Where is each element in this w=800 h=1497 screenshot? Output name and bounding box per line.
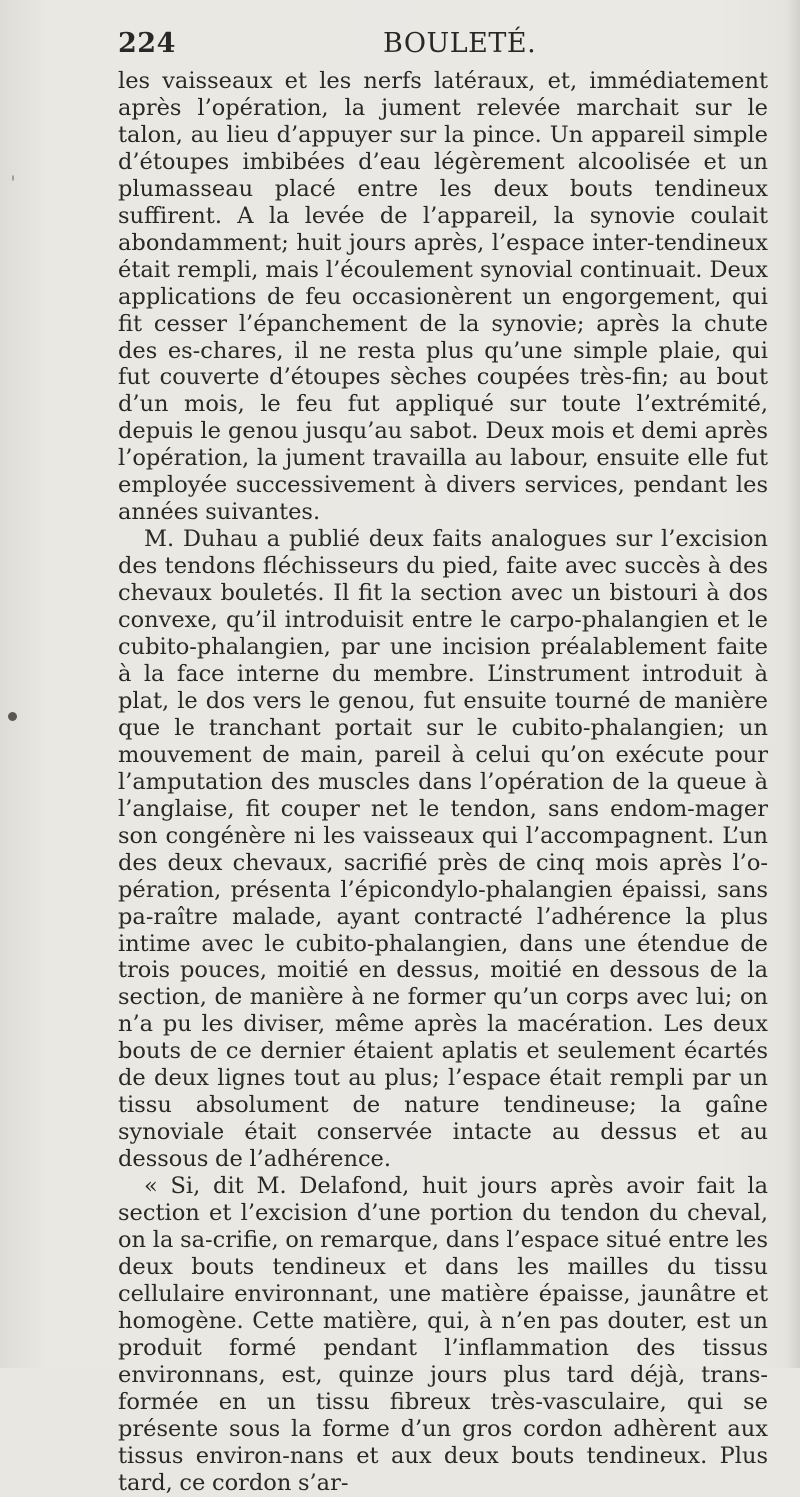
- running-head: [118, 28, 768, 62]
- paragraph-delafond: « Si, dit M. Delafond, huit jours après avoir fait la section et l’excision d’une portion du tendon du cheval, on la sa-crifie, on remarque, dans l’espace situé entre les deux bouts tendineux et dans les mailles du tissu cellulaire environnant, une matière épaisse, jaunâtre et homogène. Cette matière, qui, à n’en pas douter, est un produit formé pendant l’inflammation des tissus environnans, est, quinze jours plus tard déjà, trans-formée en un tissu fibreux très-vasculaire, qui se présente sous la forme d’un gros cordon adhèrent aux tissus environ-nans et aux deux bouts tendineux. Plus tard, ce cordon s’ar-: [118, 1173, 768, 1496]
- paragraph-continuation: les vaisseaux et les nerfs latéraux, et, immédiatement après l’opération, la jument relevée marchait sur le talon, au lieu d’appuyer sur la pince. Un appareil simple d’étoupes imbibées d’eau légèrement alcoolisée et un plumasseau placé entre les deux bouts tendineux suffirent. A la levée de l’appareil, la synovie coulait abondamment; huit jours après, l’espace inter-tendineux était rempli, mais l’écoulement synovial continuait. Deux applications de feu occasionèrent un engorgement, qui fit cesser l’épanchement de la synovie; après la chute des es-chares, il ne resta plus qu’une simple plaie, qui fut couverte d’étoupes sèches coupées très-fin; au bout d’un mois, le feu fut appliqué sur toute l’extrémité, depuis le genou jusqu’au sabot. Deux mois et demi après l’opération, la jument travailla au labour, ensuite elle fut employée successivement à divers services, pendant les années suivantes.: [118, 68, 768, 526]
- ink-speck: [8, 712, 17, 721]
- running-title: BOULETÉ.: [383, 28, 537, 59]
- paragraph-duhau: M. Duhau a publié deux faits analogues sur l’excision des tendons fléchisseurs du pied, faite avec succès à des chevaux bouletés. Il fit la section avec un bistouri à dos convexe, qu’il introduisit entre le carpo-phalangien et le cubito-phalangien, par une incision préalablement faite à la face interne du membre. L’instrument introduit à plat, le dos vers le genou, fut ensuite tourné de manière que le tranchant portait sur le cubito-phalangien; un mouvement de main, pareil à celui qu’on exécute pour l’amputation des muscles dans l’opération de la queue à l’anglaise, fit couper net le tendon, sans endom-mager son congénère ni les vaisseaux qui l’accompagnent. L’un des deux chevaux, sacrifié près de cinq mois après l’o-pération, présenta l’épicondylo-phalangien épaissi, sans pa-raître malade, ayant contracté l’adhérence la plus intime avec le cubito-phalangien, dans une étendue de trois pouces, moitié en dessus, moitié en dessous de la section, de manière à ne former qu’un corps avec lui; on n’a pu les diviser, même après la macération. Les deux bouts de ce dernier étaient aplatis et seulement écartés de deux lignes tout au plus; l’espace était rempli par un tissu absolument de nature tendineuse; la gaîne synoviale était conservée intacte au dessus et au dessous de l’adhérence.: [118, 526, 768, 1173]
- page-number: 224: [118, 28, 176, 59]
- ink-speck: [12, 175, 14, 181]
- body-text: [118, 68, 768, 1497]
- page-edge-shadow: [786, 0, 800, 1368]
